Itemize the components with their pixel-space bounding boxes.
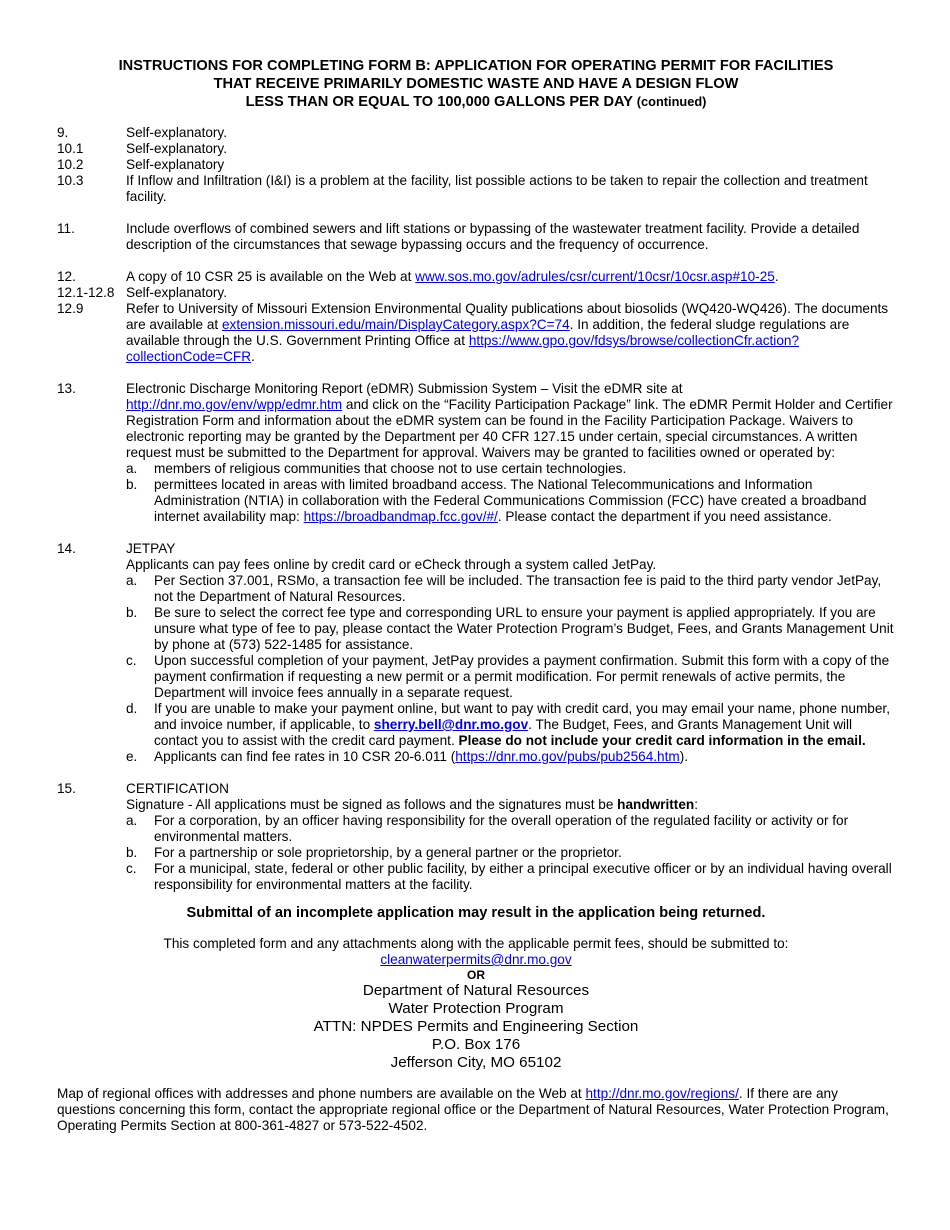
item-15-b: b. For a partnership or sole proprietorship, by a general partner or the proprietor.: [126, 845, 622, 860]
fee-rates-link[interactable]: https://dnr.mo.gov/pubs/pub2564.htm: [455, 749, 680, 764]
item-14-b: b. Be sure to select the correct fee type and corresponding URL to ensure your payment is applied appropriately. If you are unsure what type of fee to pay, please contact the Water Protection Program’s Budget, Fees, and Grants Management Unit by phone at (573) 522-1485 for assistance.: [126, 605, 894, 652]
item-11: 11. Include overflows of combined sewers and lift stations or bypassing of the wastewater treatment facility. Provide a detailed description of the circumstances that sewage bypassing occurs and the frequency of occurrence.: [57, 221, 860, 252]
item-13-a: a. members of religious communities that choose not to use certain technologies.: [126, 461, 627, 476]
jetpay-heading: JETPAY: [126, 541, 176, 556]
credit-card-warning: Please do not include your credit card information in the email.: [458, 733, 866, 748]
item-10-1: 10.1 Self-explanatory.: [57, 141, 227, 156]
extension-link[interactable]: extension.missouri.edu/main/DisplayCategory.aspx?C=74: [221, 317, 570, 332]
page-title: [57, 57, 895, 111]
document-page: [57, 0, 895, 1134]
address-line-4: P.O. Box 176: [431, 1036, 521, 1053]
certification-heading: CERTIFICATION: [126, 781, 229, 796]
title-line-1: INSTRUCTIONS FOR COMPLETING FORM B: APPLICATION FOR OPERATING PERMIT FOR FACILITIES: [118, 58, 834, 74]
address-line-5: Jefferson City, MO 65102: [390, 1054, 562, 1071]
submittal-email-wrap: [57, 952, 895, 968]
item-14-d: d. If you are unable to make your payment online, but want to pay with credit card, you may email your name, phone number, and invoice number, if applicable, to sherry.bell@dnr.mo.gov. The Budget, Fees, and Grants Management Unit will contact you to assist with the credit card payment. Please do not include your credit card information in the email.: [126, 701, 890, 748]
gpo-link[interactable]: https://www.gpo.gov/fdsys/browse/collectionCfr.action?collectionCode=CFR: [126, 333, 799, 364]
continued-label: (continued): [636, 94, 707, 109]
address-line-3: ATTN: NPDES Permits and Engineering Section: [313, 1018, 639, 1035]
cleanwater-email-link[interactable]: cleanwaterpermits@dnr.mo.gov: [380, 952, 572, 967]
address-line-2: Water Protection Program: [388, 1000, 564, 1017]
title-line-2: THAT RECEIVE PRIMARILY DOMESTIC WASTE AND HAVE A DESIGN FLOW: [213, 76, 739, 92]
item-14-c: c. Upon successful completion of your payment, JetPay provides a payment confirmation. Submit this form with a copy of the payment confirmation if requesting a new permit or a permit modification. For permit renewals of active permits, the Department will invoice fees annually in a separate request.: [126, 653, 890, 700]
item-13-b: b. permittees located in areas with limited broadband access. The National Telecommunications and Information Administration (NTIA) in collaboration with the Federal Communications Commission (FCC) have created a broadband internet availability map: https://broadbandmap.fcc.gov/#/. Please contact the department if you need assistance.: [126, 477, 867, 524]
item-10-3: 10.3 If Inflow and Infiltration (I&I) is a problem at the facility, list possible actions to be taken to repair the collection and treatment facility.: [57, 173, 868, 204]
item-14: 14. JETPAY Applicants can pay fees online by credit card or eCheck through a system called JetPay. a. Per Section 37.001, RSMo, a transaction fee will be included. The transaction fee is paid to the third party vendor JetPay, not the Department of Natural Resources. b. Be sure to select the correct fee type and corresponding URL to ensure your payment is applied appropriately. If you are unsure what type of fee to pay, please contact the Water Protection Program’s Budget, Fees, and Grants Management Unit by phone at (573) 522-1485 for assistance. c. Upon successful completion of your payment, JetPay provides a payment confirmation. Submit this form with a copy of the payment confirmation if requesting a new permit or a permit modification. For permit renewals of active permits, the Department will invoice fees annually in a separate request. d. If you are unable to make your payment online, but want to pay with credit card, you may email your name, phone number, and invoice number, if applicable, to sherry.bell@dnr.mo.gov. The Budget, Fees, and Grants Management Unit will contact you to assist with the credit card payment. Please do not include your credit card information in the email. e. Applicants can find fee rates in 10 CSR 20-6.011 (https://dnr.mo.gov/pubs/pub2564.htm).: [57, 541, 894, 764]
regions-link[interactable]: http://dnr.mo.gov/regions/: [585, 1086, 739, 1101]
incomplete-application-warning: Submittal of an incomplete application may result in the application being returned.: [186, 905, 766, 921]
footer-note: Map of regional offices with addresses and phone numbers are available on the Web at http://dnr.mo.gov/regions/. If there are any questions concerning this form, contact the appropriate regional office or the Department of Natural Resources, Water Protection Program, Operating Permits Section at 800-361-4827 or 573-522-4502.: [57, 1086, 889, 1133]
jetpay-intro: Applicants can pay fees online by credit card or eCheck through a system called JetPay.: [126, 557, 657, 572]
item-10-2: 10.2 Self-explanatory: [57, 157, 225, 172]
item-12: 12. A copy of 10 CSR 25 is available on the Web at www.sos.mo.gov/adrules/csr/current/10csr/10csr.asp#10-25.: [57, 269, 779, 284]
sherry-bell-email-link[interactable]: sherry.bell@dnr.mo.gov: [373, 717, 529, 732]
item-14-e: e. Applicants can find fee rates in 10 CSR 20-6.011 (https://dnr.mo.gov/pubs/pub2564.htm).: [126, 749, 689, 764]
title-line-3: LESS THAN OR EQUAL TO 100,000 GALLONS PER DAY (continued): [245, 94, 707, 110]
item-15-c: c. For a municipal, state, federal or other public facility, by either a principal executive officer or by an individual having overall responsibility for environmental matters at the facility.: [126, 861, 892, 892]
item-13: 13. Electronic Discharge Monitoring Report (eDMR) Submission System – Visit the eDMR site at http://dnr.mo.gov/env/wpp/edmr.htm and click on the “Facility Participation Package” link. The eDMR Permit Holder and Certifier Registration Form and information about the eDMR system can be found in the Facility Participation Package. Waivers to electronic reporting may be granted by the Department per 40 CFR 127.15 under certain, special circumstances. A written request must be submitted to the Department for approval. Waivers may be granted to facilities owned or operated by: a. members of religious communities that choose not to use certain technologies. b. permittees located in areas with limited broadband access. The National Telecommunications and Information Administration (NTIA) in collaboration with the Federal Communications Commission (FCC) have created a broadband internet availability map: https://broadbandmap.fcc.gov/#/. Please contact the department if you need assistance.: [57, 381, 895, 525]
submittal-instruction: This completed form and any attachments along with the applicable permit fees, should be submitted to:: [163, 936, 789, 951]
item-9: 9. Self-explanatory.: [57, 125, 227, 140]
item-14-a: a. Per Section 37.001, RSMo, a transaction fee will be included. The transaction fee is paid to the third party vendor JetPay, not the Department of Natural Resources.: [126, 573, 882, 604]
item-15: 15. CERTIFICATION Signature - All applications must be signed as follows and the signatures must be handwritten: a. For a corporation, by an officer having responsibility for the overall operation of the regulated facility or activity or for environmental matters. b. For a partnership or sole proprietorship, by a general partner or the proprietor. c. For a municipal, state, federal or other public facility, by either a principal executive officer or by an individual having overall responsibility for environmental matters at the facility.: [57, 781, 895, 893]
item-12-1-12-8: 12.1-12.8 Self-explanatory.: [57, 285, 227, 300]
certification-intro: Signature - All applications must be signed as follows and the signatures must be handwritten:: [126, 797, 698, 812]
or-label: OR: [467, 968, 485, 982]
item-12-9: 12.9 Refer to University of Missouri Extension Environmental Quality publications about biosolids (WQ420-WQ426). The documents are available at extension.missouri.edu/main/DisplayCategory.aspx?C=74. In addition, the federal sludge regulations are available through the U.S. Government Printing Office at https://www.gpo.gov/fdsys/browse/collectionCfr.action?collectionCode=CFR.: [57, 301, 889, 364]
address-line-1: Department of Natural Resources: [362, 982, 590, 999]
broadband-map-link[interactable]: https://broadbandmap.fcc.gov/#/: [303, 509, 498, 524]
item-15-a: a. For a corporation, by an officer having responsibility for the overall operation of the regulated facility or activity or for environmental matters.: [126, 813, 849, 844]
csr-link[interactable]: www.sos.mo.gov/adrules/csr/current/10csr/10csr.asp#10-25: [415, 269, 775, 284]
mailing-address: [57, 982, 895, 1072]
edmr-link[interactable]: http://dnr.mo.gov/env/wpp/edmr.htm: [126, 397, 343, 412]
